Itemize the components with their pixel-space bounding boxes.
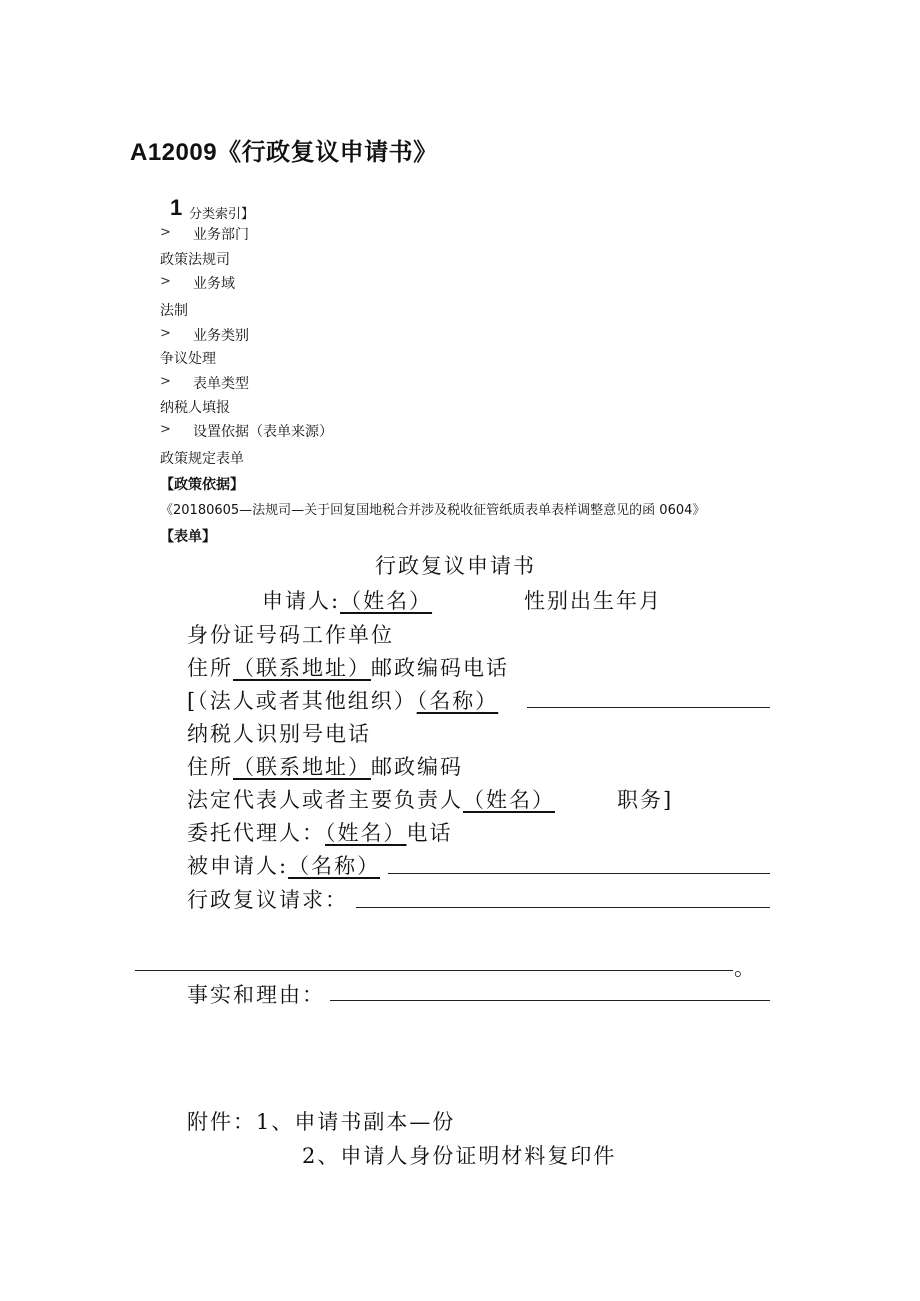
form-heading: 【表单】 bbox=[160, 529, 216, 545]
policy-heading: 【政策依据】 bbox=[160, 477, 244, 493]
index-value: 政策法规司 bbox=[160, 252, 230, 268]
index-key: 业务部门 bbox=[193, 227, 249, 243]
index-value: 纳税人填报 bbox=[160, 400, 230, 416]
id-work-label: 身份证号码工作单位 bbox=[187, 623, 394, 647]
gender-birth-label: 性别出生年月 bbox=[524, 589, 662, 613]
index-value: 政策规定表单 bbox=[160, 451, 244, 467]
taxpayer-phone-label: 纳税人识别号电话 bbox=[187, 722, 371, 746]
legal-rep-label: 法定代表人或者主要负责人 bbox=[187, 788, 463, 812]
agent-row bbox=[187, 817, 453, 847]
residence-row bbox=[187, 652, 509, 682]
policy-reference: 《20180605—法规司—关于回复国地税合并涉及税收征管纸质表单表样调整意见的函 0604》 bbox=[160, 503, 706, 518]
index-key: 表单类型 bbox=[193, 376, 249, 392]
respondent-blank-line bbox=[388, 873, 770, 874]
position-label: 职务] bbox=[617, 788, 674, 812]
chevron-right-icon: > bbox=[160, 326, 171, 341]
facts-blank-line bbox=[330, 1000, 770, 1001]
request-label: 行政复议请求： bbox=[187, 888, 348, 912]
legal-rep-name-field: （姓名） bbox=[463, 788, 555, 812]
index-key: 设置依据（表单来源） bbox=[193, 424, 333, 440]
section-number: 1 bbox=[170, 195, 183, 220]
chevron-right-icon: > bbox=[160, 422, 171, 437]
entity-name-blank-line bbox=[527, 707, 770, 708]
entity-name-field: （名称） bbox=[416, 689, 499, 713]
applicant-row bbox=[262, 585, 432, 615]
agent-label: 委托代理人： bbox=[187, 821, 325, 845]
index-key: 业务类别 bbox=[193, 328, 249, 344]
legal-entity-label: [（法人或者其他组织） bbox=[187, 689, 417, 713]
respondent-label: 被申请人: bbox=[187, 854, 289, 878]
contact-address-field: （联系地址） bbox=[233, 755, 371, 779]
index-value: 法制 bbox=[160, 303, 188, 319]
page-title: A12009《行政复议申请书》 bbox=[130, 139, 438, 166]
applicant-label: 申请人: bbox=[262, 589, 341, 613]
postal-phone-label: 邮政编码电话 bbox=[371, 656, 509, 680]
end-mark: 。 bbox=[734, 956, 757, 980]
index-key: 业务域 bbox=[193, 276, 235, 292]
facts-label: 事实和理由： bbox=[187, 983, 325, 1007]
request-blank-line bbox=[356, 907, 770, 908]
residence-label: 住所 bbox=[187, 755, 233, 779]
section-label: 分类索引】 bbox=[189, 207, 255, 222]
form-title: 行政复议申请书 bbox=[375, 554, 536, 578]
residence-row-2 bbox=[187, 751, 463, 781]
request-continuation-line bbox=[135, 970, 733, 971]
legal-entity-row bbox=[187, 685, 498, 715]
index-value: 争议处理 bbox=[160, 351, 216, 367]
legal-rep-row bbox=[187, 784, 555, 814]
applicant-name-field: （姓名） bbox=[340, 589, 433, 613]
attachment-1: 附件：1、申请书副本—份 bbox=[187, 1110, 456, 1134]
attachment-2: 2、申请人身份证明材料复印件 bbox=[302, 1144, 617, 1168]
agent-phone-label: 电话 bbox=[406, 821, 453, 845]
residence-label: 住所 bbox=[187, 656, 233, 680]
chevron-right-icon: > bbox=[160, 225, 171, 240]
contact-address-field: （联系地址） bbox=[233, 656, 371, 680]
chevron-right-icon: > bbox=[160, 274, 171, 289]
chevron-right-icon: > bbox=[160, 374, 171, 389]
respondent-name-field: （名称） bbox=[288, 854, 381, 878]
postal-label: 邮政编码 bbox=[371, 755, 463, 779]
respondent-row bbox=[187, 850, 380, 880]
agent-name-field: （姓名） bbox=[325, 821, 407, 845]
